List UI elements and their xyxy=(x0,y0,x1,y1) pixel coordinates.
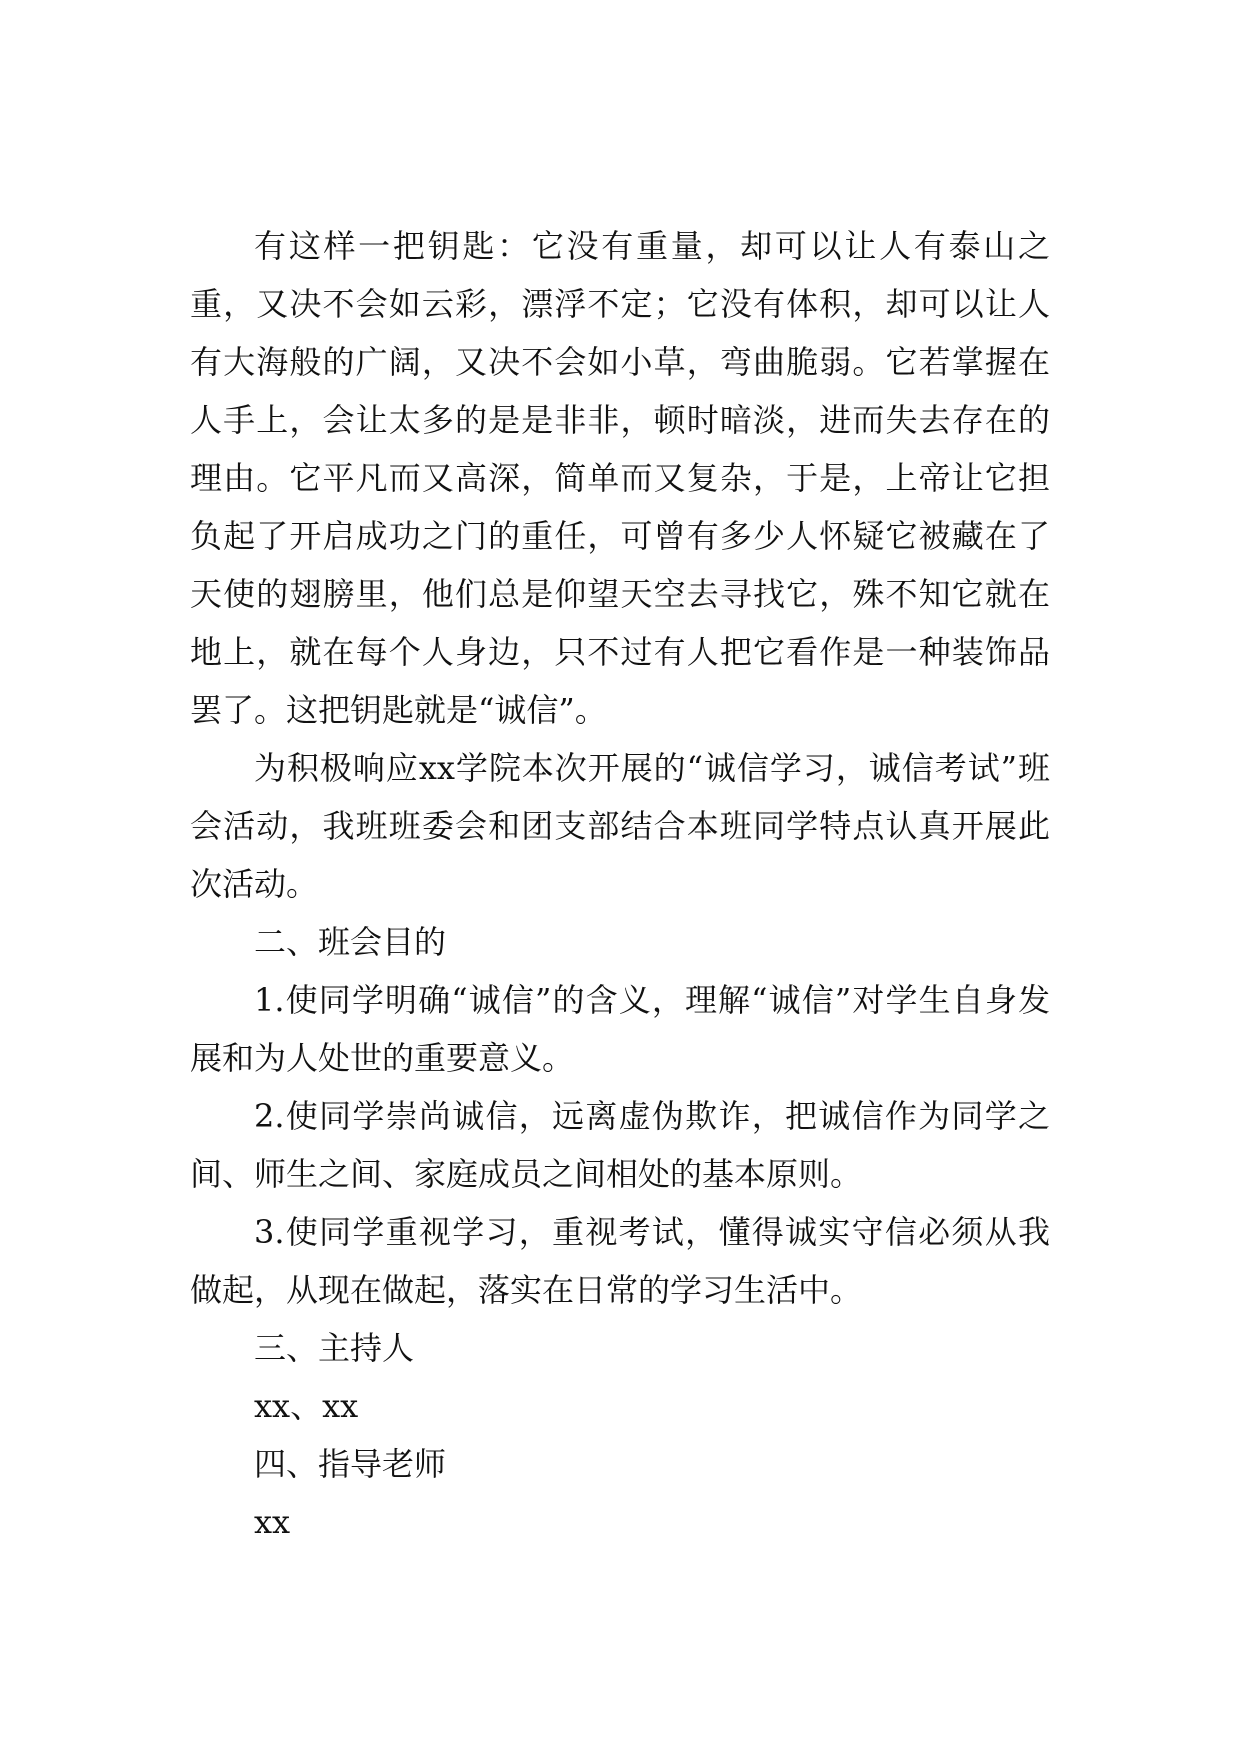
goal-item-1: 1.使同学明确“诚信”的含义，理解“诚信”对学生自身发展和为人处世的重要意义。 xyxy=(190,981,1050,1077)
teacher-name: xx xyxy=(254,1503,291,1541)
host-names: xx、xx xyxy=(254,1387,359,1425)
goal-item-3: 3.使同学重视学习，重视考试，懂得诚实守信必须从我做起，从现在做起，落实在日常的学习生活中。 xyxy=(190,1213,1050,1309)
section-heading-teacher: 四、指导老师 xyxy=(254,1445,447,1483)
section-heading-purpose: 二、班会目的 xyxy=(254,923,447,961)
response-paragraph: 为积极响应xx学院本次开展的“诚信学习，诚信考试”班会活动，我班班委会和团支部结合本班同学特点认真开展此次活动。 xyxy=(190,749,1050,903)
intro-paragraph: 有这样一把钥匙：它没有重量，却可以让人有泰山之重，又决不会如云彩，漂浮不定；它没有体积，却可以让人有大海般的广阔，又决不会如小草，弯曲脆弱。它若掌握在人手上，会让太多的是是非非，顿时暗淡，进而失去存在的理由。它平凡而又高深，简单而又复杂，于是，上帝让它担负起了开启成功之门的重任，可曾有多少人怀疑它被藏在了天使的翅膀里，他们总是仰望天空去寻找它，殊不知它就在地上，就在每个人身边，只不过有人把它看作是一种装饰品罢了。这把钥匙就是“诚信”。 xyxy=(190,227,1050,729)
goal-item-2: 2.使同学崇尚诚信，远离虚伪欺诈，把诚信作为同学之间、师生之间、家庭成员之间相处的基本原则。 xyxy=(190,1097,1050,1193)
section-heading-host: 三、主持人 xyxy=(254,1329,415,1367)
document-body xyxy=(190,217,1050,1551)
